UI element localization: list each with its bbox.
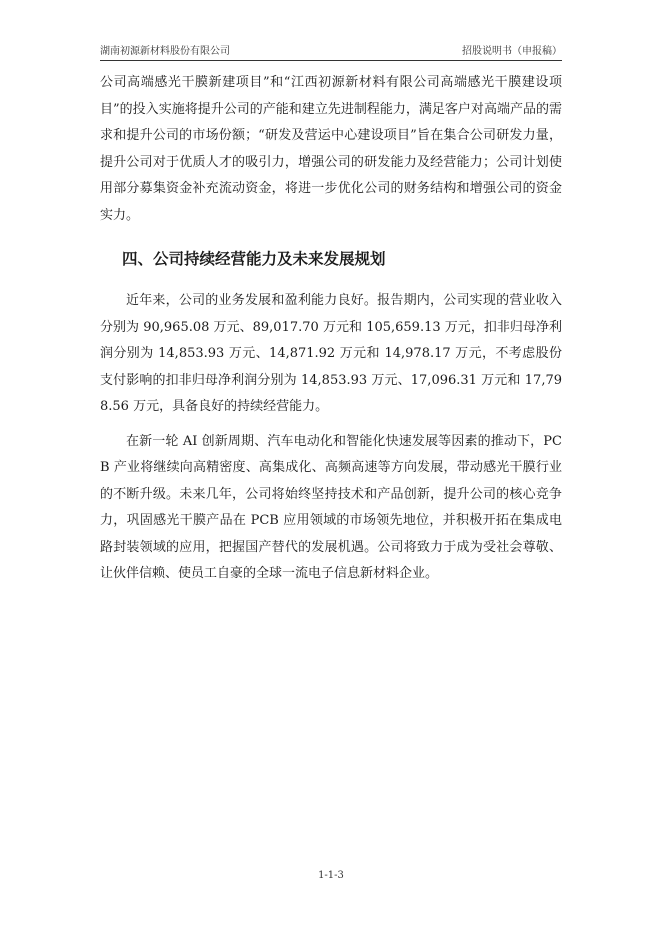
paragraph-continuation: 公司高端感光干膜新建项目”和“江西初源新材料有限公司高端感光干膜建设项目”的投入实施将提升公司的产能和建立先进制程能力，满足客户对高端产品的需求和提升公司的市场份额；“研发及营运中心建设项目”旨在集合公司研发力量，提升公司对于优质人才的吸引力，增强公司的研发能力及经营能力；公司计划使用部分募集资金补充流动资金，将进一步优化公司的财务结构和增强公司的资金实力。 — [100, 75, 562, 223]
header-document-type: 招股说明书（申报稿） — [462, 46, 562, 57]
paragraph-future-plan: 在新一轮 AI 创新周期、汽车电动化和智能化快速发展等因素的推动下，PCB 产业将继续向高精密度、高集成化、高频高速等方向发展，带动感光干膜行业的不断升级。未来几年，公司将始终坚持技术和产品创新，提升公司的核心竞争力，巩固感光干膜产品在 PCB 应用领域的市场领先地位，并积极开拓在集成电路封装领域的应用，把握国产替代的发展机遇。公司将致力于成为受社会尊敬、让伙伴信赖、使员工自豪的全球一流电子信息新材料企业。 — [100, 433, 562, 581]
page-header — [100, 42, 562, 60]
page-number: 1-1-3 — [318, 870, 344, 881]
section-heading: 四、公司持续经营能力及未来发展规划 — [122, 250, 386, 268]
header-divider — [100, 60, 562, 61]
paragraph-operating-ability: 近年来，公司的业务发展和盈利能力良好。报告期内，公司实现的营业收入分别为 90,965.08 万元、89,017.70 万元和 105,659.13 万元，扣非归母净利润分别为 14,853.93 万元、14,871.92 万元和 14,978.17 万元，不考虑股份支付影响的扣非归母净利润分别为 14,853.93 万元、17,096.31 万元和 17,798.56 万元，具备良好的持续经营能力。 — [100, 293, 562, 414]
paragraph-spacer — [100, 421, 562, 429]
document-body — [100, 70, 562, 588]
header-company-name: 湖南初源新材料股份有限公司 — [100, 46, 230, 57]
